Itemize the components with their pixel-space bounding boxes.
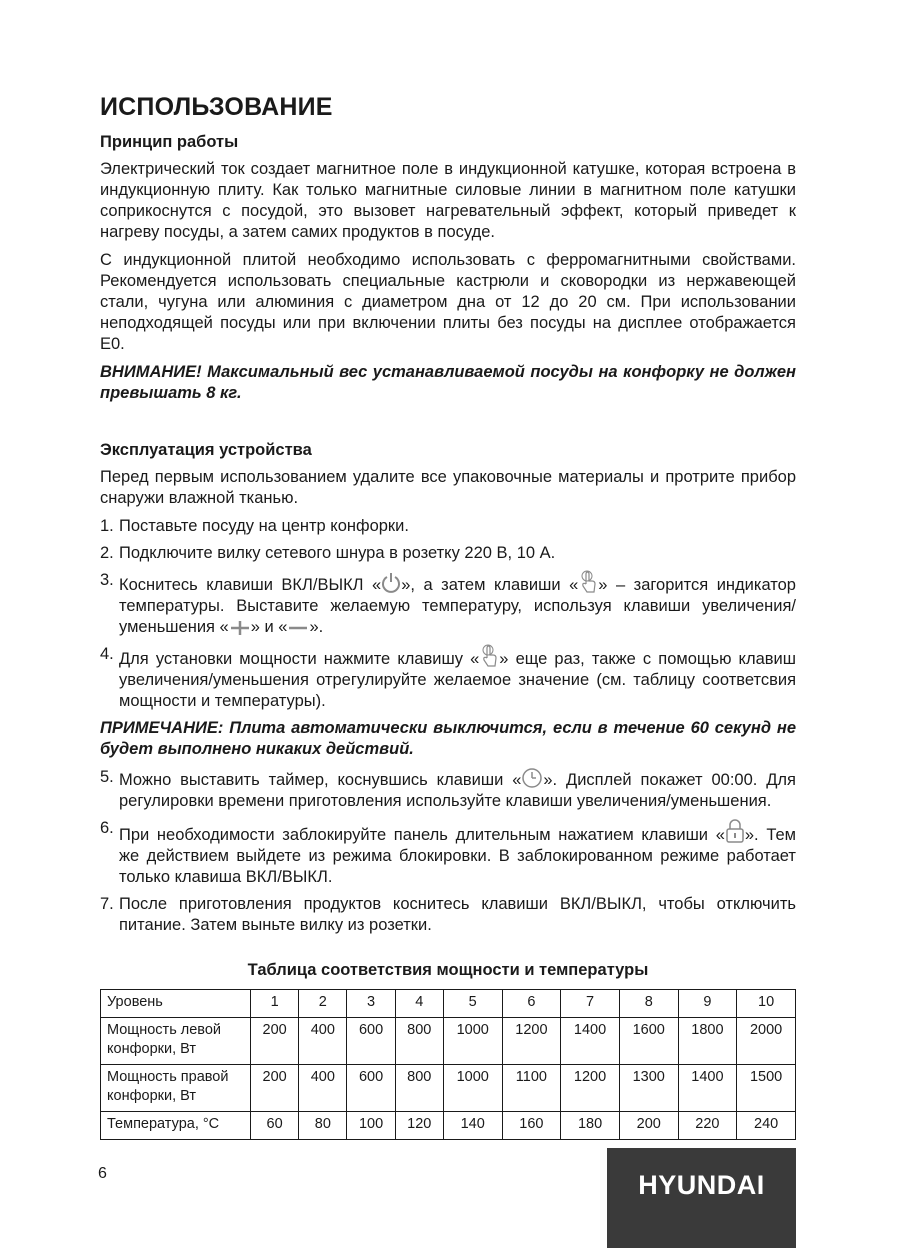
table-cell: 800 [395,1065,443,1112]
step-number: 5. [100,768,114,786]
list-item [100,543,796,564]
note-text: ПРИМЕЧАНИЕ: Плита автоматически выключится, если в течение 60 секунд не будет выполнено никаких действий. [100,719,796,758]
list-item [100,767,796,812]
table-cell: 7 [561,990,620,1018]
brand-logo: HYUNDAI [607,1148,796,1248]
paragraph-principle-1: Электрический ток создает магнитное поле в индукционной катушке, которая встроена в индукционную плиту. Как только магнитные силовые линии в магнитном поле катушки соприкоснутся с посудой, это вызовет нагревательный эффект, который приведет к нагреву посуды, а затем самих продуктов в посуде. [100,160,796,241]
table-cell: 8 [619,990,678,1018]
table-row [101,1112,796,1140]
step-number: 1. [100,517,114,535]
step-number: 4. [100,645,114,663]
table-cell: 800 [395,1018,443,1065]
step-number: 6. [100,819,114,837]
list-item [100,818,796,888]
step-text: После приготовления продуктов коснитесь клавиши ВКЛ/ВЫКЛ, чтобы отключить питание. Затем выньте вилку из розетки. [119,895,796,934]
table-cell: 1800 [678,1018,737,1065]
page-number: 6 [98,1165,107,1182]
table-cell: 160 [502,1112,561,1140]
table-cell: 4 [395,990,443,1018]
table-cell: 3 [347,990,395,1018]
lock-icon [725,818,745,844]
page-heading: ИСПОЛЬЗОВАНИЕ [100,93,333,121]
table-row [101,1018,796,1065]
table-cell: 1400 [561,1018,620,1065]
list-item [100,516,796,537]
table-title: Таблица соответствия мощности и температуры [247,961,649,979]
table-cell: 2 [299,990,347,1018]
power-temperature-table [100,989,796,1140]
table-cell: 9 [678,990,737,1018]
table-cell: 140 [443,1112,502,1140]
table-cell: 200 [251,1065,299,1112]
table-cell: 400 [299,1018,347,1065]
table-cell: 240 [737,1112,796,1140]
table-row-label: Мощность левой конфорки, Вт [101,1018,251,1065]
table-cell: 6 [502,990,561,1018]
section-title-operation: Эксплуатация устройства [100,441,312,459]
step-text: », а затем клавиши « [401,576,579,594]
table-cell: 1100 [502,1065,561,1112]
table-cell: 180 [561,1112,620,1140]
table-cell: 120 [395,1112,443,1140]
step-text: » – загорится индикатор температуры. Выставите желаемую температуру, используя клавиши увеличения/уменьшения « [119,576,796,636]
table-cell: 1000 [443,1065,502,1112]
list-item [100,570,796,638]
table-cell: 220 [678,1112,737,1140]
table-row [101,1065,796,1112]
step-text: » и « [250,618,288,636]
table-cell: 600 [347,1065,395,1112]
clock-icon [521,767,543,789]
plus-icon [229,620,251,636]
step-text: Поставьте посуду на центр конфорки. [119,517,409,535]
table-cell: 2000 [737,1018,796,1065]
steps-list [100,516,796,712]
table-cell: 1200 [561,1065,620,1112]
step-text: При необходимости заблокируйте панель длительным нажатием клавиши « [119,826,725,844]
table-cell: 60 [251,1112,299,1140]
section-title-principle: Принцип работы [100,133,239,151]
step-text: Коснитесь клавиши ВКЛ/ВЫКЛ « [119,576,382,594]
table-cell: 1300 [619,1065,678,1112]
step-text: ». [309,618,324,636]
table-cell: 200 [251,1018,299,1065]
step-text: ». Тем же действием выйдете из режима блокировки. В заблокированном режиме работает только клавиша ВКЛ/ВЫКЛ. [119,826,796,886]
table-cell: 1200 [502,1018,561,1065]
table-cell: 200 [619,1112,678,1140]
step-number: 2. [100,544,114,562]
table-row [101,990,796,1018]
table-row-label: Температура, °C [101,1112,251,1140]
table-cell: 5 [443,990,502,1018]
table-cell: 1500 [737,1065,796,1112]
step-text: Подключите вилку сетевого шнура в розетку 220 В, 10 А. [119,544,556,562]
power-icon [381,572,401,594]
step-text: » еще раз, также с помощью клавиш увеличения/уменьшения отрегулируйте желаемое значение (см. таблицу соответсвия мощности и температуры). [119,650,796,710]
table-cell: 1400 [678,1065,737,1112]
step-text: Для установки мощности нажмите клавишу « [119,650,480,668]
steps-list-continued [100,767,796,936]
step-number: 3. [100,571,114,589]
list-item [100,894,796,936]
step-text: ». Дисплей покажет 00:00. Для регулировки времени приготовления используйте клавиши увеличения/уменьшения. [119,771,796,810]
list-item [100,644,796,712]
touch-hand-icon [578,570,598,594]
warning-text: ВНИМАНИЕ! Максимальный вес устанавливаемой посуды на конфорку не должен превышать 8 кг. [100,363,796,402]
paragraph-operation-intro: Перед первым использованием удалите все упаковочные материалы и протрите прибор снаружи влажной тканью. [100,468,796,507]
step-text: Можно выставить таймер, коснувшись клавиши « [119,771,522,789]
touch-hand-icon [479,644,499,668]
table-cell: 1600 [619,1018,678,1065]
table-cell: 600 [347,1018,395,1065]
paragraph-principle-2: С индукционной плитой необходимо использовать с ферромагнитными свойствами. Рекомендуется использовать специальные кастрюли и сковородки из нержавеющей стали, чугуна или алюминия с диаметром дна от 12 до 20 см. При использовании неподходящей посуды или при включении плиты без посуды на дисплее отображается Е0. [100,251,796,353]
table-row-label: Уровень [101,990,251,1018]
table-cell: 10 [737,990,796,1018]
minus-icon [287,620,309,636]
table-cell: 100 [347,1112,395,1140]
table-cell: 1000 [443,1018,502,1065]
table-row-label: Мощность правой конфорки, Вт [101,1065,251,1112]
step-number: 7. [100,895,114,913]
table-cell: 1 [251,990,299,1018]
table-cell: 80 [299,1112,347,1140]
page-content [100,92,796,1140]
table-cell: 400 [299,1065,347,1112]
